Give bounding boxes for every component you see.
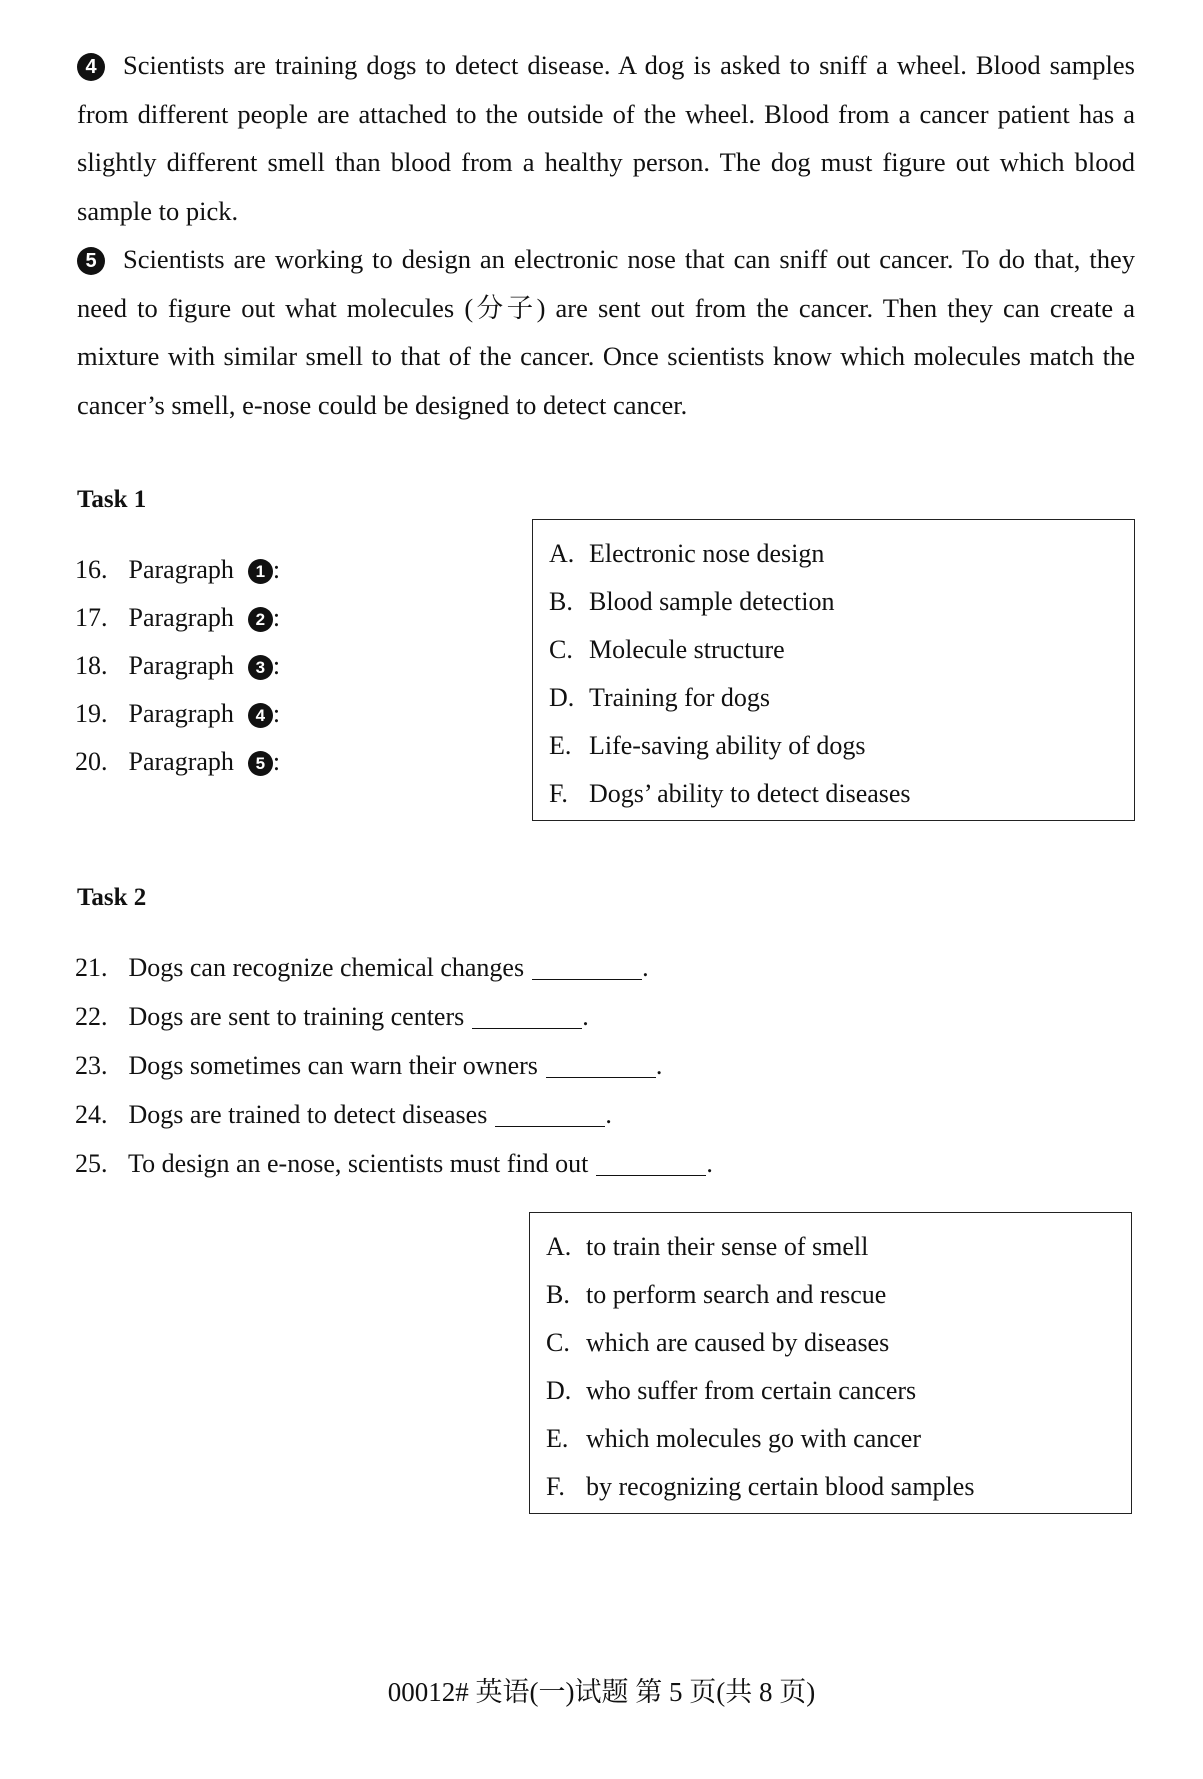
question-end: . <box>642 953 649 982</box>
question-number: 17. <box>75 603 108 632</box>
question-text: To design an e-nose, scientists must find out <box>128 1149 589 1178</box>
task1-question <box>75 690 280 738</box>
task2-heading: Task 2 <box>77 884 147 911</box>
option-text: which molecules go with cancer <box>586 1424 921 1453</box>
option-text: Blood sample detection <box>589 587 835 616</box>
paragraph-text: Scientists are training dogs to detect disease. A dog is asked to sniff a wheel. Blood samples from different people are attached to the outside of the wheel. Blood from a cancer patient has a slightly different smell than blood from a healthy person. The dog must figure out which blood sample to pick. <box>77 50 1135 226</box>
question-number: 16. <box>75 555 108 584</box>
paragraph-number-badge: 5 <box>248 751 273 776</box>
question-number: 23. <box>75 1051 108 1080</box>
option-text: to train their sense of smell <box>586 1232 869 1261</box>
question-colon: : <box>272 699 281 728</box>
answer-blank[interactable] <box>596 1151 706 1176</box>
option-letter: D. <box>549 683 575 712</box>
option-letter: E. <box>546 1424 569 1453</box>
paragraph-number-badge: 4 <box>248 703 273 728</box>
paragraph-number-badge: 2 <box>248 607 273 632</box>
option-letter: C. <box>546 1328 570 1357</box>
paragraph-number-badge: 4 <box>77 53 105 81</box>
option-text: Dogs’ ability to detect diseases <box>589 779 911 808</box>
question-end: . <box>706 1149 713 1178</box>
question-label: Paragraph <box>128 747 234 776</box>
option-letter: F. <box>549 779 568 808</box>
task1-option <box>549 578 1134 626</box>
task2-question <box>75 993 713 1042</box>
question-number: 21. <box>75 953 108 982</box>
task1-option <box>549 770 1134 818</box>
question-label: Paragraph <box>128 699 234 728</box>
option-letter: F. <box>546 1472 565 1501</box>
question-colon: : <box>272 747 281 776</box>
option-text: by recognizing certain blood samples <box>586 1472 975 1501</box>
task2-option <box>546 1271 1131 1319</box>
page-footer: 00012# 英语(一)试题 第 5 页(共 8 页) <box>387 1677 816 1707</box>
task2-option <box>546 1319 1131 1367</box>
option-letter: B. <box>546 1280 570 1309</box>
paragraph-5 <box>77 235 1135 429</box>
paragraph-4 <box>77 41 1135 235</box>
task1-heading: Task 1 <box>77 486 147 513</box>
task2-question <box>75 1042 713 1091</box>
task1-question <box>75 642 280 690</box>
option-text: which are caused by diseases <box>586 1328 890 1357</box>
question-end: . <box>582 1002 589 1031</box>
question-number: 19. <box>75 699 108 728</box>
question-end: . <box>605 1100 612 1129</box>
paragraph-number-badge: 1 <box>248 559 273 584</box>
task1-option <box>549 530 1134 578</box>
answer-blank[interactable] <box>472 1004 582 1029</box>
answer-blank[interactable] <box>546 1053 656 1078</box>
option-letter: E. <box>549 731 572 760</box>
task2-question-list <box>75 944 713 1189</box>
question-text: Dogs are trained to detect diseases <box>128 1100 488 1129</box>
option-text: Electronic nose design <box>589 539 825 568</box>
option-letter: B. <box>549 587 573 616</box>
question-number: 24. <box>75 1100 108 1129</box>
task1-question <box>75 738 280 786</box>
question-label: Paragraph <box>128 651 234 680</box>
task2-options-box <box>529 1212 1132 1514</box>
task1-question <box>75 546 280 594</box>
task1-option <box>549 626 1134 674</box>
option-letter: C. <box>549 635 573 664</box>
question-text: Dogs sometimes can warn their owners <box>128 1051 538 1080</box>
question-text: Dogs are sent to training centers <box>128 1002 465 1031</box>
task1-question <box>75 594 280 642</box>
question-end: . <box>655 1051 663 1080</box>
question-label: Paragraph <box>128 555 234 584</box>
task2-question <box>75 944 713 993</box>
option-text: Life-saving ability of dogs <box>589 731 866 760</box>
task2-question <box>75 1140 713 1189</box>
paragraph-number-badge: 5 <box>77 247 105 275</box>
task2-question <box>75 1091 713 1140</box>
task1-option <box>549 674 1134 722</box>
question-number: 22. <box>75 1002 108 1031</box>
option-letter: A. <box>549 539 575 568</box>
question-number: 25. <box>75 1149 108 1178</box>
task1-options-box <box>532 519 1135 821</box>
task2-option <box>546 1367 1131 1415</box>
answer-blank[interactable] <box>495 1102 605 1127</box>
option-text: to perform search and rescue <box>586 1280 887 1309</box>
task2-option <box>546 1463 1131 1511</box>
question-number: 18. <box>75 651 108 680</box>
option-text: Training for dogs <box>589 683 771 712</box>
question-number: 20. <box>75 747 108 776</box>
option-letter: A. <box>546 1232 572 1261</box>
task2-option <box>546 1415 1131 1463</box>
question-text: Dogs can recognize chemical changes <box>128 953 525 982</box>
paragraph-number-badge: 3 <box>248 655 273 680</box>
answer-blank[interactable] <box>532 955 642 980</box>
question-colon: : <box>272 603 281 632</box>
option-text: Molecule structure <box>589 635 785 664</box>
question-colon: : <box>272 555 281 584</box>
option-text: who suffer from certain cancers <box>586 1376 917 1405</box>
option-letter: D. <box>546 1376 572 1405</box>
question-label: Paragraph <box>128 603 234 632</box>
paragraph-text: Scientists are working to design an electronic nose that can sniff out cancer. To do that, they need to figure out what molecules (分子) are sent out from the cancer. Then they can create a mixture with similar smell to that of the cancer. Once scientists know which molecules match the cancer’s smell, e-nose could be designed to detect cancer. <box>77 244 1135 420</box>
task1-option <box>549 722 1134 770</box>
question-colon: : <box>272 651 281 680</box>
task1-question-list <box>75 546 280 786</box>
task2-option <box>546 1223 1131 1271</box>
